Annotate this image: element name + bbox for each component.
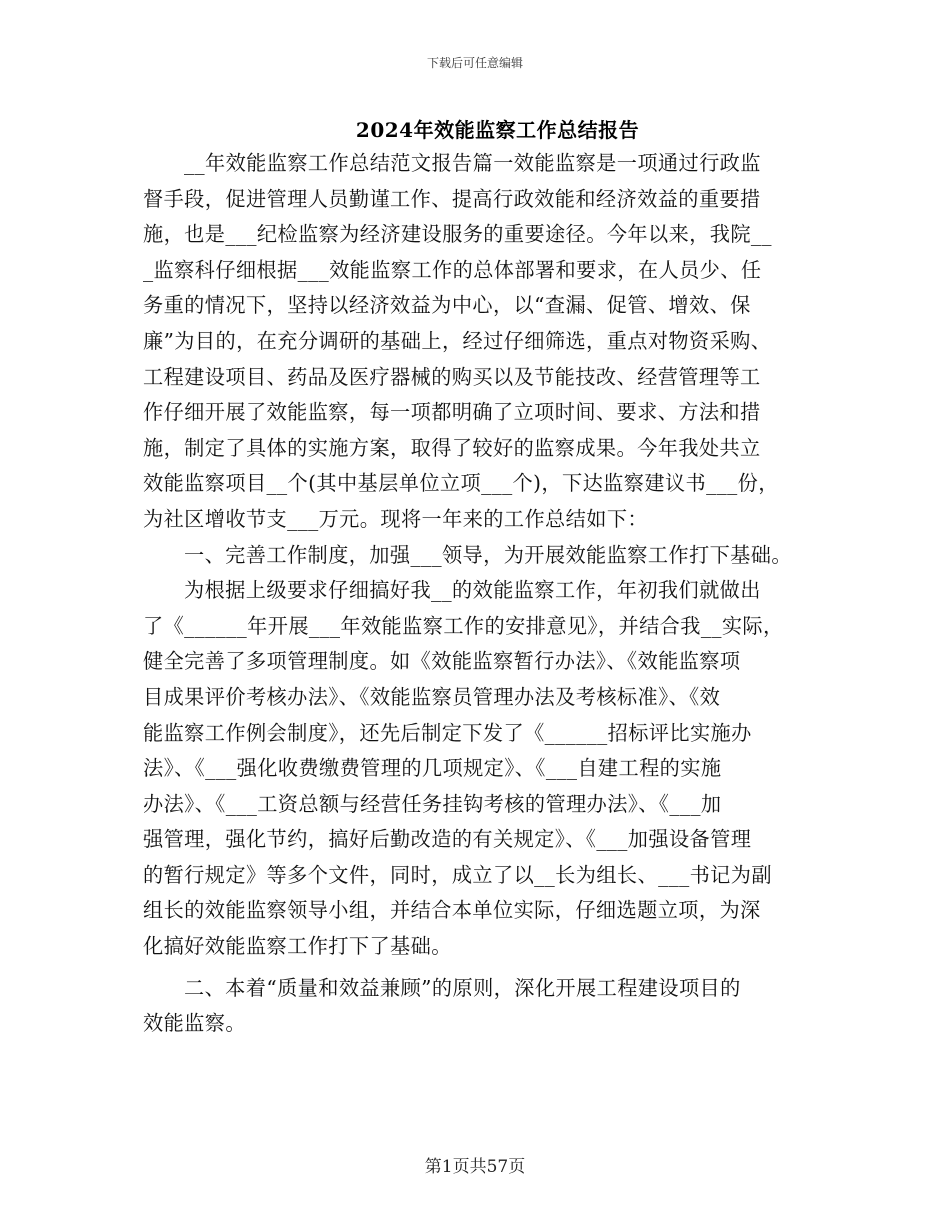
body-line: 施，也是___纪检监察为经济建设服务的重要途径。今年以来，我院__ [143, 222, 772, 247]
body-line: _监察科仔细根据___效能监察工作的总体部署和要求，在人员少、任 [143, 257, 762, 282]
body-line: 能监察工作例会制度》，还先后制定下发了《______招标评比实施办 [143, 720, 752, 745]
body-line: 办法》、《___工资总额与经营任务挂钩考核的管理办法》、《___加 [143, 791, 722, 816]
document-body [143, 146, 808, 1042]
body-line: 组长的效能监察领导小组，并结合本单位实际，仔细选题立项，为深 [143, 898, 761, 923]
document-title: 2024年效能监察工作总结报告 [355, 118, 640, 142]
body-line: 了《______年开展___年效能监察工作的安排意见》，并结合我__实际， [143, 613, 784, 638]
body-line: 化搞好效能监察工作打下了基础。 [143, 934, 452, 959]
page-number: 第1页共57页 [424, 1157, 526, 1177]
body-line: 为根据上级要求仔细搞好我__的效能监察工作，年初我们就做出 [184, 578, 761, 603]
body-line: 督手段，促进管理人员勤谨工作、提高行政效能和经济效益的重要措 [143, 186, 761, 211]
body-line: 作仔细开展了效能监察，每一项都明确了立项时间、要求、方法和措 [143, 400, 761, 425]
body-line: 效能监察项目__个(其中基层单位立项___个)，下达监察建议书___份， [143, 471, 779, 496]
body-line: 务重的情况下，坚持以经济效益为中心，以“查漏、促管、增效、保 [143, 293, 751, 318]
body-line: 效能监察。 [143, 1011, 246, 1036]
body-line: 强管理，强化节约，搞好后勤改造的有关规定》、《___加强设备管理 [143, 827, 752, 852]
body-line: 工程建设项目、药品及医疗器械的购买以及节能技改、经营管理等工 [143, 364, 761, 389]
body-line: __年效能监察工作总结范文报告篇一效能监察是一项通过行政监 [184, 151, 761, 175]
body-line: 法》、《___强化收费缴费管理的几项规定》、《___自建工程的实施 [143, 756, 722, 781]
body-line: 廉”为目的，在充分调研的基础上，经过仔细筛选，重点对物资采购、 [143, 328, 772, 353]
body-line: 的暂行规定》等多个文件，同时，成立了以__长为组长、___书记为副 [143, 862, 772, 887]
body-line: 施，制定了具体的实施方案，取得了较好的监察成果。今年我处共立 [143, 435, 761, 460]
header-note: 下载后可任意编辑 [426, 56, 523, 70]
section-heading: 二、本着“质量和效益兼顾”的原则，深化开展工程建设项目的 [184, 975, 741, 1000]
body-line: 目成果评价考核办法》、《效能监察员管理办法及考核标准》、《效 [143, 684, 721, 709]
section-heading: 一、完善工作制度，加强___领导，为开展效能监察工作打下基础。 [184, 542, 792, 567]
body-line: 为社区增收节支___万元。现将一年来的工作总结如下： [143, 506, 648, 531]
body-line: 健全完善了多项管理制度。如《效能监察暂行办法》、《效能监察项 [143, 649, 741, 674]
